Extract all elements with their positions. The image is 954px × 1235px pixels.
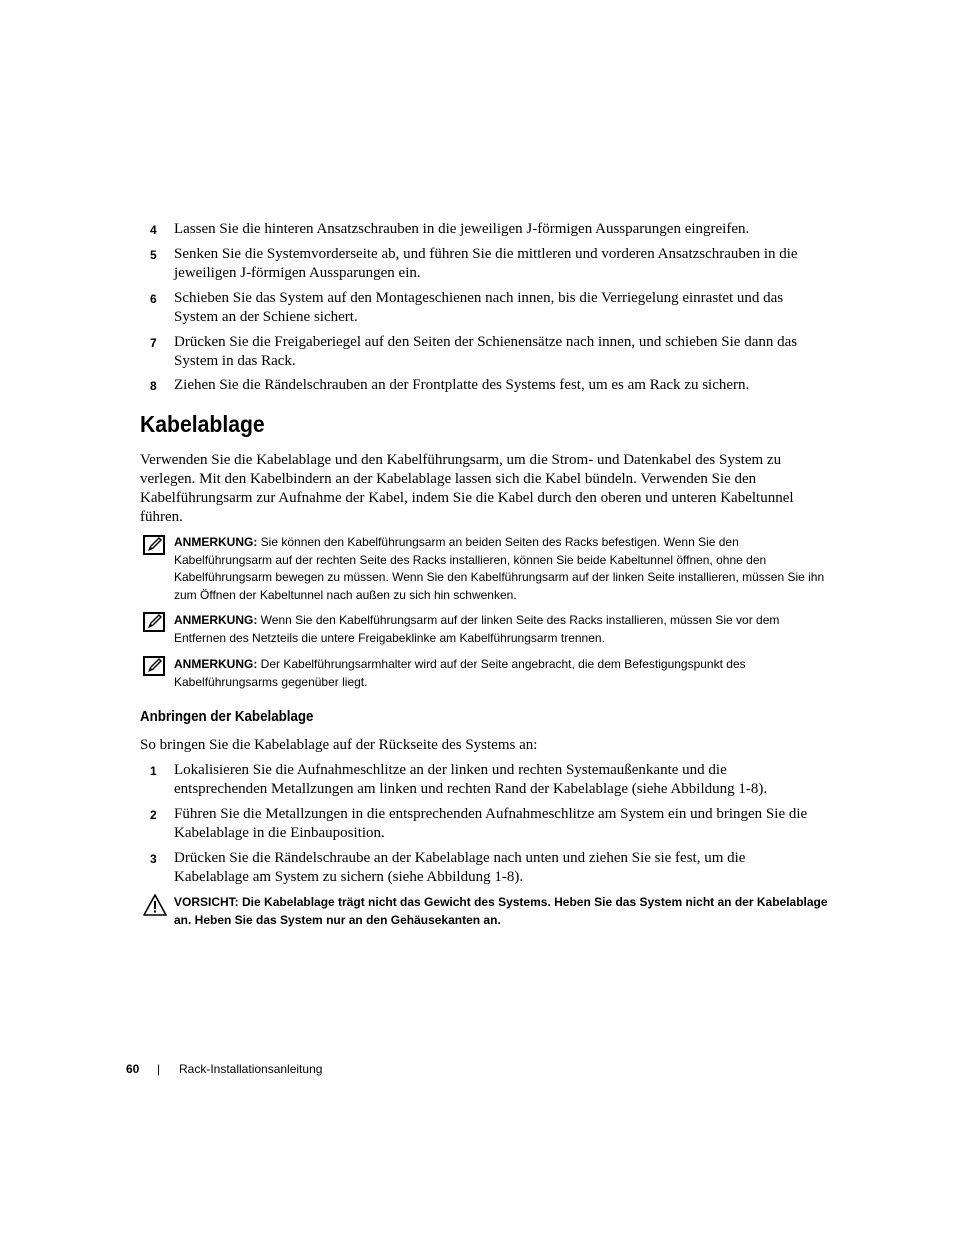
- warning-triangle-icon: [143, 894, 165, 914]
- note-text: Sie können den Kabelführungsarm an beiden Seiten des Racks befestigen. Wenn Sie den Kabelführungsarm auf der rechten Seite des Racks installieren, können Sie beide Kabeltunnel öffnen, ohne den Kabelführungsarm bewegen zu müssen. Wenn Sie den Kabelführungsarm auf der linken Seite installieren, müssen Sie ihn zum Öffnen der Kabeltunnel nach außen zu sich hin schwenken.: [174, 535, 825, 602]
- section-title: Kabelablage: [140, 411, 265, 437]
- step-text: Drücken Sie die Freigaberiegel auf den Seiten der Schienensätze nach innen, und schieben Sie dann das System in das Rack.: [174, 334, 798, 369]
- step-number: 3: [150, 852, 157, 866]
- caution-note: [174, 894, 834, 929]
- note-text: Der Kabelführungsarmhalter wird auf der Seite angebracht, die dem Befestigungspunkt des Kabelführungsarms gegenüber liegt.: [174, 657, 746, 689]
- step-text: Schieben Sie das System auf den Montageschienen nach innen, bis die Verriegelung einrastet und das System an der Schiene sichert.: [174, 290, 784, 325]
- page-number: 60: [126, 1062, 140, 1076]
- note-label: ANMERKUNG:: [174, 535, 258, 549]
- step-text: Ziehen Sie die Rändelschrauben an der Frontplatte des Systems fest, um es am Rack zu sichern.: [174, 377, 750, 393]
- note-label: ANMERKUNG:: [174, 657, 258, 671]
- step-text: Drücken Sie die Rändelschraube an der Kabelablage nach unten und ziehen Sie sie fest, um die Kabelablage am System zu sichern (siehe Abbildung 1-8).: [174, 850, 746, 885]
- note-2: [174, 612, 834, 647]
- note-pencil-icon: [143, 535, 165, 555]
- step-text: Führen Sie die Metallzungen in die entsprechenden Aufnahmeschlitze am System ein und bringen Sie die Kabelablage in die Einbauposition.: [174, 806, 808, 841]
- step-number: 7: [150, 336, 157, 350]
- note-1: [174, 534, 834, 604]
- step-number: 2: [150, 808, 157, 822]
- note-text: Wenn Sie den Kabelführungsarm auf der linken Seite des Racks installieren, müssen Sie vor dem Entfernen des Netzteils die untere Freigabeklinke am Kabelführungsarm trennen.: [174, 613, 780, 645]
- subsection-title: Anbringen der Kabelablage: [140, 709, 314, 725]
- subsection-intro: So bringen Sie die Kabelablage auf der Rückseite des Systems an:: [140, 737, 538, 753]
- section-intro: Verwenden Sie die Kabelablage und den Kabelführungsarm, um die Strom- und Datenkabel des System zu verlegen. Mit den Kabelbindern an der Kabelablage lassen sich die Kabel bündeln. Verwenden Sie den Kabelführungsarm zur Aufnahme der Kabel, indem Sie die Kabel durch den oberen und unteren Kabeltunnel führen.: [140, 452, 794, 525]
- step-text: Senken Sie die Systemvorderseite ab, und führen Sie die mittleren und vorderen Ansatzschrauben in die jeweiligen J-förmigen Aussparungen ein.: [174, 246, 798, 281]
- step-number: 6: [150, 292, 157, 306]
- caution-text: Die Kabelablage trägt nicht das Gewicht des Systems. Heben Sie das System nicht an der Kabelablage an. Heben Sie das System nur an den Gehäusekanten an.: [174, 895, 828, 927]
- step-number: 1: [150, 764, 157, 778]
- note-3: [174, 656, 834, 691]
- caution-label: VORSICHT:: [174, 895, 239, 909]
- step-text: Lokalisieren Sie die Aufnahmeschlitze an der linken und rechten Systemaußenkante und die entsprechenden Metallzungen am linken und rechten Rand der Kabelablage (siehe Abbildung 1-8).: [174, 762, 768, 797]
- step-number: 5: [150, 248, 157, 262]
- step-number: 4: [150, 223, 157, 237]
- note-pencil-icon: [143, 612, 165, 632]
- note-label: ANMERKUNG:: [174, 613, 258, 627]
- note-pencil-icon: [143, 656, 165, 676]
- step-text: Lassen Sie die hinteren Ansatzschrauben in die jeweiligen J-förmigen Aussparungen eingreifen.: [174, 221, 750, 237]
- step-number: 8: [150, 379, 157, 393]
- footer-separator: |: [157, 1062, 161, 1076]
- footer-title: Rack-Installationsanleitung: [179, 1062, 323, 1076]
